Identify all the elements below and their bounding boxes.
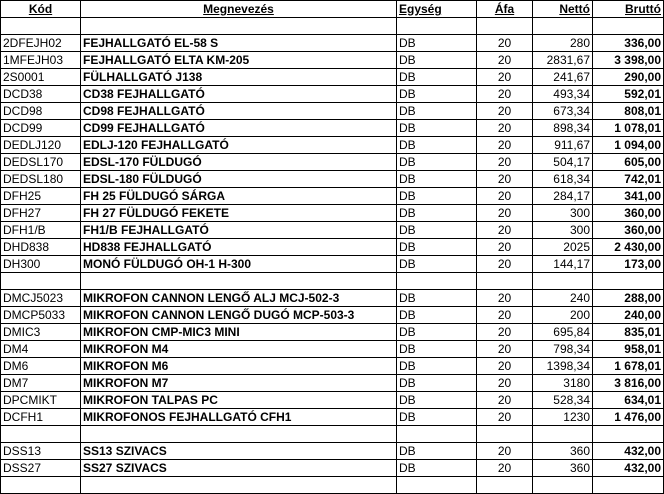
- cell-unit: DB: [397, 35, 477, 52]
- cell-vat: [477, 426, 533, 443]
- cell-gross: 958,01: [593, 341, 664, 358]
- table-row: [1, 290, 664, 307]
- cell-net: 284,17: [533, 188, 593, 205]
- cell-unit: DB: [397, 222, 477, 239]
- cell-code: DM6: [1, 358, 81, 375]
- cell-name: FEJHALLGATÓ EL-58 S: [81, 35, 397, 52]
- cell-code: DSS13: [1, 443, 81, 460]
- table-row: [1, 256, 664, 273]
- table-row: [1, 35, 664, 52]
- cell-gross: 592,01: [593, 86, 664, 103]
- cell-code: [1, 18, 81, 35]
- cell-net: 300: [533, 222, 593, 239]
- table-row: [1, 409, 664, 426]
- cell-vat: 20: [477, 103, 533, 120]
- cell-name: MIKROFON TALPAS PC: [81, 392, 397, 409]
- cell-unit: DB: [397, 103, 477, 120]
- cell-net: 241,67: [533, 69, 593, 86]
- cell-name: SS13 SZIVACS: [81, 443, 397, 460]
- cell-gross: 1 094,00: [593, 137, 664, 154]
- table-row: [1, 392, 664, 409]
- cell-gross: 3 816,00: [593, 375, 664, 392]
- cell-name: EDSL-180 FÜLDUGÓ: [81, 171, 397, 188]
- cell-net: 673,34: [533, 103, 593, 120]
- cell-net: 280: [533, 35, 593, 52]
- cell-vat: 20: [477, 409, 533, 426]
- cell-name: [81, 18, 397, 35]
- header-gross: Bruttó: [593, 1, 664, 18]
- table-row: [1, 477, 664, 494]
- cell-code: [1, 426, 81, 443]
- cell-vat: [477, 477, 533, 494]
- cell-gross: 1 678,01: [593, 358, 664, 375]
- table-row: [1, 426, 664, 443]
- cell-net: 360: [533, 443, 593, 460]
- cell-net: 898,34: [533, 120, 593, 137]
- cell-code: [1, 273, 81, 290]
- cell-vat: 20: [477, 239, 533, 256]
- cell-gross: [593, 477, 664, 494]
- table-row: [1, 341, 664, 358]
- cell-name: MIKROFON CANNON LENGŐ ALJ MCJ-502-3: [81, 290, 397, 307]
- cell-name: FÜLHALLGATÓ J138: [81, 69, 397, 86]
- table-row: [1, 273, 664, 290]
- header-row: [1, 1, 664, 18]
- cell-vat: 20: [477, 443, 533, 460]
- cell-net: 240: [533, 290, 593, 307]
- cell-net: 504,17: [533, 154, 593, 171]
- table-row: [1, 443, 664, 460]
- cell-net: 2831,67: [533, 52, 593, 69]
- cell-unit: DB: [397, 443, 477, 460]
- cell-name: SS27 SZIVACS: [81, 460, 397, 477]
- cell-code: 2S0001: [1, 69, 81, 86]
- cell-name: EDLJ-120 FEJHALLGATÓ: [81, 137, 397, 154]
- cell-unit: DB: [397, 52, 477, 69]
- table-row: [1, 375, 664, 392]
- cell-name: [81, 477, 397, 494]
- table-row: [1, 171, 664, 188]
- cell-code: DEDSL170: [1, 154, 81, 171]
- cell-code: [1, 477, 81, 494]
- cell-code: DH300: [1, 256, 81, 273]
- cell-name: MIKROFON M7: [81, 375, 397, 392]
- table-row: [1, 307, 664, 324]
- cell-name: [81, 273, 397, 290]
- cell-name: FEJHALLGATÓ ELTA KM-205: [81, 52, 397, 69]
- cell-vat: 20: [477, 69, 533, 86]
- cell-vat: 20: [477, 307, 533, 324]
- cell-net: [533, 273, 593, 290]
- cell-gross: [593, 273, 664, 290]
- cell-net: 493,34: [533, 86, 593, 103]
- cell-unit: DB: [397, 86, 477, 103]
- cell-gross: 3 398,00: [593, 52, 664, 69]
- table-row: [1, 460, 664, 477]
- cell-net: 618,34: [533, 171, 593, 188]
- cell-code: DM4: [1, 341, 81, 358]
- cell-unit: DB: [397, 171, 477, 188]
- cell-unit: DB: [397, 188, 477, 205]
- cell-vat: 20: [477, 375, 533, 392]
- cell-net: 300: [533, 205, 593, 222]
- cell-code: DHD838: [1, 239, 81, 256]
- header-unit: Egység: [397, 1, 477, 18]
- cell-unit: DB: [397, 256, 477, 273]
- cell-unit: DB: [397, 137, 477, 154]
- cell-gross: 360,00: [593, 205, 664, 222]
- table-row: [1, 120, 664, 137]
- cell-vat: 20: [477, 154, 533, 171]
- cell-code: DCFH1: [1, 409, 81, 426]
- cell-unit: DB: [397, 290, 477, 307]
- cell-net: 798,34: [533, 341, 593, 358]
- cell-name: CD38 FEJHALLGATÓ: [81, 86, 397, 103]
- cell-unit: DB: [397, 154, 477, 171]
- cell-vat: 20: [477, 188, 533, 205]
- cell-vat: 20: [477, 290, 533, 307]
- cell-code: DPCMIKT: [1, 392, 81, 409]
- header-name: Megnevezés: [81, 1, 397, 18]
- cell-unit: DB: [397, 460, 477, 477]
- cell-unit: [397, 477, 477, 494]
- cell-net: 1398,34: [533, 358, 593, 375]
- cell-gross: 2 430,00: [593, 239, 664, 256]
- cell-unit: [397, 273, 477, 290]
- cell-net: 911,67: [533, 137, 593, 154]
- cell-vat: [477, 18, 533, 35]
- cell-gross: 288,00: [593, 290, 664, 307]
- table-row: [1, 86, 664, 103]
- table-row: [1, 103, 664, 120]
- cell-net: [533, 426, 593, 443]
- cell-code: DM7: [1, 375, 81, 392]
- cell-unit: DB: [397, 69, 477, 86]
- cell-net: 695,84: [533, 324, 593, 341]
- cell-gross: 432,00: [593, 460, 664, 477]
- cell-unit: DB: [397, 239, 477, 256]
- cell-net: 144,17: [533, 256, 593, 273]
- cell-gross: 341,00: [593, 188, 664, 205]
- cell-vat: 20: [477, 392, 533, 409]
- table-row: [1, 205, 664, 222]
- cell-gross: 835,01: [593, 324, 664, 341]
- cell-gross: 290,00: [593, 69, 664, 86]
- cell-unit: [397, 426, 477, 443]
- cell-gross: [593, 18, 664, 35]
- table-row: [1, 18, 664, 35]
- table-row: [1, 69, 664, 86]
- cell-name: EDSL-170 FÜLDUGÓ: [81, 154, 397, 171]
- cell-vat: 20: [477, 256, 533, 273]
- cell-unit: DB: [397, 358, 477, 375]
- header-net: Nettó: [533, 1, 593, 18]
- table-row: [1, 137, 664, 154]
- cell-net: [533, 18, 593, 35]
- cell-vat: 20: [477, 171, 533, 188]
- cell-gross: 360,00: [593, 222, 664, 239]
- header-code: Kód: [1, 1, 81, 18]
- cell-unit: DB: [397, 341, 477, 358]
- cell-vat: 20: [477, 120, 533, 137]
- cell-gross: 240,00: [593, 307, 664, 324]
- cell-net: 1230: [533, 409, 593, 426]
- cell-name: MIKROFON M4: [81, 341, 397, 358]
- cell-code: 2DFEJH02: [1, 35, 81, 52]
- cell-vat: 20: [477, 52, 533, 69]
- table-row: [1, 154, 664, 171]
- cell-net: 200: [533, 307, 593, 324]
- cell-vat: 20: [477, 86, 533, 103]
- cell-vat: 20: [477, 358, 533, 375]
- cell-name: MONÓ FÜLDUGÓ OH-1 H-300: [81, 256, 397, 273]
- cell-gross: 634,01: [593, 392, 664, 409]
- cell-name: MIKROFON CMP-MIC3 MINI: [81, 324, 397, 341]
- table-row: [1, 52, 664, 69]
- cell-net: [533, 477, 593, 494]
- cell-vat: 20: [477, 205, 533, 222]
- cell-vat: 20: [477, 324, 533, 341]
- cell-name: MIKROFON CANNON LENGŐ DUGÓ MCP-503-3: [81, 307, 397, 324]
- cell-gross: 432,00: [593, 443, 664, 460]
- cell-code: DMCP5033: [1, 307, 81, 324]
- table-row: [1, 188, 664, 205]
- cell-code: DFH27: [1, 205, 81, 222]
- cell-gross: 605,00: [593, 154, 664, 171]
- cell-unit: DB: [397, 120, 477, 137]
- cell-unit: DB: [397, 205, 477, 222]
- cell-unit: [397, 18, 477, 35]
- table-row: [1, 324, 664, 341]
- cell-name: CD98 FEJHALLGATÓ: [81, 103, 397, 120]
- cell-code: DMIC3: [1, 324, 81, 341]
- cell-code: DSS27: [1, 460, 81, 477]
- cell-name: MIKROFON M6: [81, 358, 397, 375]
- cell-unit: DB: [397, 307, 477, 324]
- cell-code: DMCJ5023: [1, 290, 81, 307]
- cell-unit: DB: [397, 392, 477, 409]
- cell-gross: 173,00: [593, 256, 664, 273]
- cell-gross: 1 078,01: [593, 120, 664, 137]
- cell-vat: 20: [477, 222, 533, 239]
- cell-name: MIKROFONOS FEJHALLGATÓ CFH1: [81, 409, 397, 426]
- cell-name: CD99 FEJHALLGATÓ: [81, 120, 397, 137]
- cell-unit: DB: [397, 324, 477, 341]
- cell-code: DFH1/B: [1, 222, 81, 239]
- header-vat: Áfa: [477, 1, 533, 18]
- cell-unit: DB: [397, 409, 477, 426]
- cell-code: 1MFEJH03: [1, 52, 81, 69]
- cell-code: DEDSL180: [1, 171, 81, 188]
- cell-code: DCD38: [1, 86, 81, 103]
- cell-unit: DB: [397, 375, 477, 392]
- cell-net: 3180: [533, 375, 593, 392]
- cell-code: DCD99: [1, 120, 81, 137]
- cell-vat: 20: [477, 460, 533, 477]
- cell-gross: 336,00: [593, 35, 664, 52]
- cell-net: 528,34: [533, 392, 593, 409]
- cell-vat: 20: [477, 137, 533, 154]
- cell-code: DCD98: [1, 103, 81, 120]
- cell-net: 360: [533, 460, 593, 477]
- table-row: [1, 222, 664, 239]
- cell-name: FH 25 FÜLDUGÓ SÁRGA: [81, 188, 397, 205]
- table-row: [1, 358, 664, 375]
- cell-vat: [477, 273, 533, 290]
- cell-net: 2025: [533, 239, 593, 256]
- cell-name: [81, 426, 397, 443]
- cell-gross: 1 476,00: [593, 409, 664, 426]
- cell-name: HD838 FEJHALLGATÓ: [81, 239, 397, 256]
- cell-name: FH 27 FÜLDUGÓ FEKETE: [81, 205, 397, 222]
- cell-name: FH1/B FEJHALLGATÓ: [81, 222, 397, 239]
- cell-gross: [593, 426, 664, 443]
- cell-code: DEDLJ120: [1, 137, 81, 154]
- cell-gross: 808,01: [593, 103, 664, 120]
- cell-vat: 20: [477, 35, 533, 52]
- table-row: [1, 239, 664, 256]
- cell-code: DFH25: [1, 188, 81, 205]
- cell-vat: 20: [477, 341, 533, 358]
- cell-gross: 742,01: [593, 171, 664, 188]
